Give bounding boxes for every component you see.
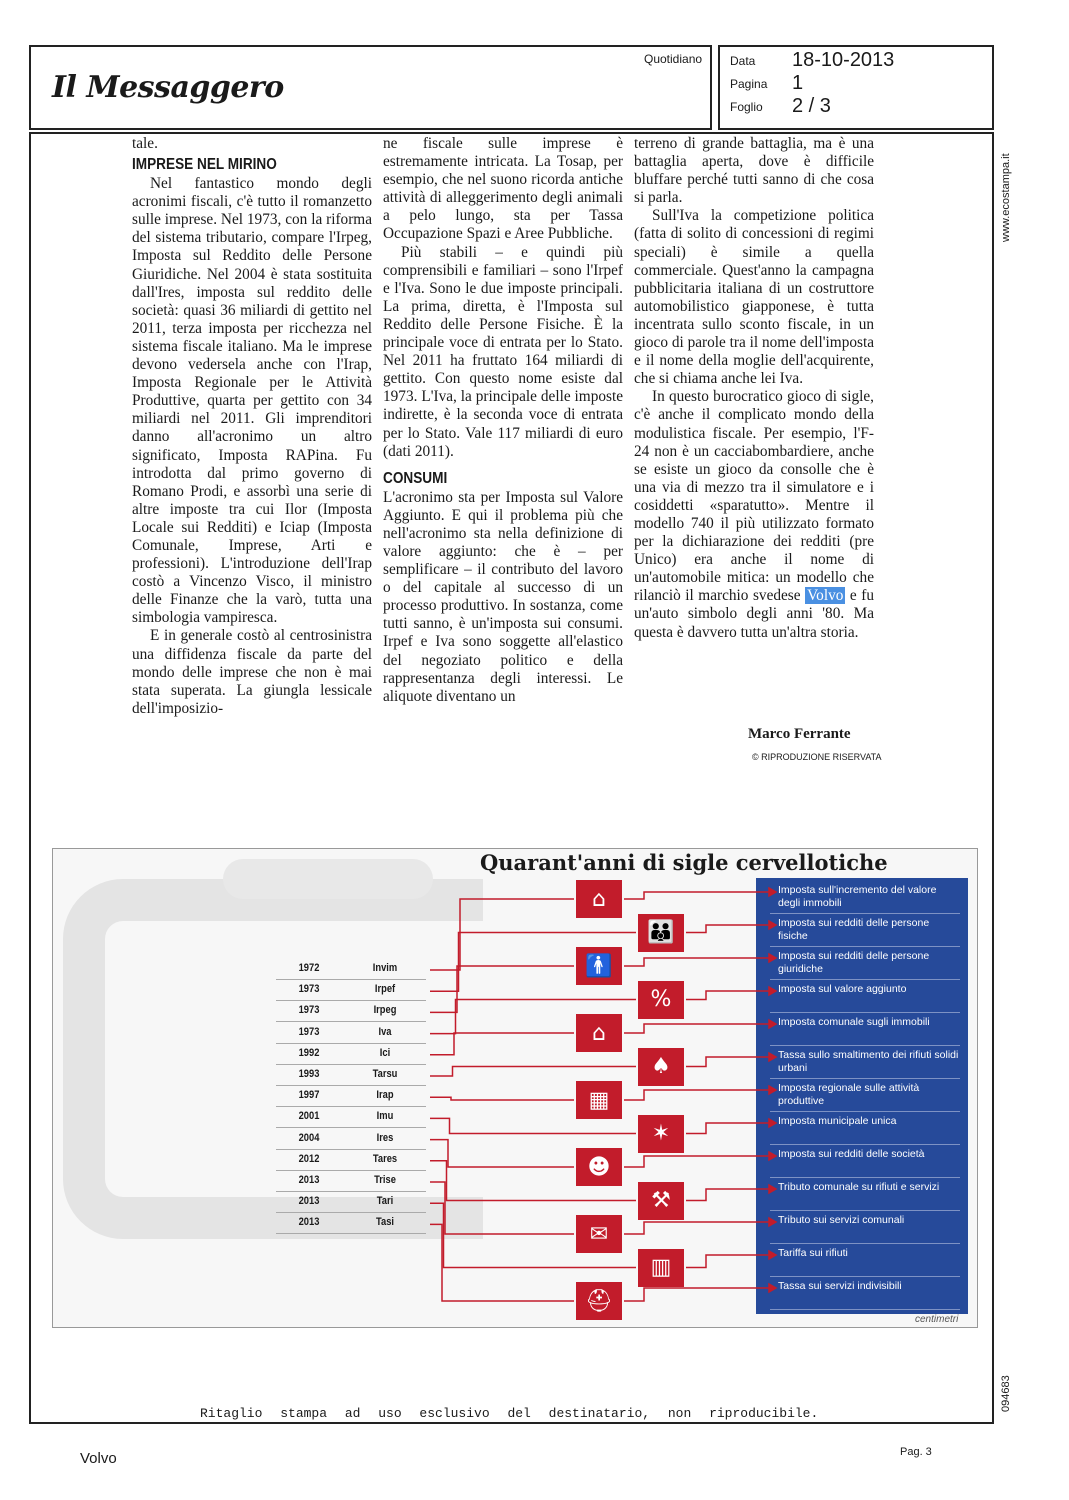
paragraph: Più stabili – e quindi più comprensibili e familiari – sono l'Irpef e l'Iva. Sono le due imposte principali. La prima, diretta, è l'Imposta sul Reddito delle Persone Fisiche. È la principale voce di entrata per lo Stato. Nel 2011 ha fruttato 164 miliardi di gettito. Con questo nome esiste dal 1973. L'Iva, la principale delle imposte indirette, è la seconda voce di entrata per lo Stato. Vale 117 miliardi di euro (dati 2011).	[383, 243, 623, 460]
connector-line	[686, 1255, 774, 1268]
tax-description: Imposta sui redditi delle persone fisiche	[778, 917, 930, 942]
paragraph-text: In questo burocratico gioco di sigle, c'è anche il complicato mondo della modulistica fiscale. Per esempio, l'F-24 non è un cacciabombardiere, anche se esiste un gioco da consolle che è una via di mezzo tra il simulatore e i cosiddetti «sparatutto». Mentre il modello 740 il più utilizzato formato per la dichiarazione dei redditi (pre Unico) era anche il nome di un'automobile mitica: un modello che rilanciò il marchio svedese	[634, 388, 874, 605]
arrow-head	[769, 1086, 776, 1094]
row-acronym: Imu	[376, 1110, 394, 1123]
percent-icon: %	[638, 981, 684, 1019]
row-year: 1973	[298, 983, 320, 996]
service-icon: ✉	[576, 1215, 622, 1253]
connector-line	[430, 1182, 574, 1234]
page-value: 1	[792, 72, 804, 94]
description-divider	[770, 1078, 960, 1079]
infographic-credit: centimetri	[915, 1314, 959, 1325]
row-divider	[276, 1021, 426, 1022]
connector-line	[624, 1024, 774, 1033]
connector-line	[624, 892, 774, 899]
description-divider	[770, 1111, 960, 1112]
description-divider	[770, 1144, 960, 1145]
description-divider	[770, 1276, 960, 1277]
row-divider	[276, 1191, 426, 1192]
connector-line	[430, 1067, 636, 1077]
factory-icon: ▦	[576, 1081, 622, 1119]
family-icon: 👪	[638, 914, 684, 952]
row-acronym: Invim	[372, 962, 398, 974]
sheet-value: 2 / 3	[792, 95, 831, 117]
paragraph: Nel fantastico mondo degli acronimi fiscali, c'è tutto il romanzetto sulle imprese. Nel 1973, con la riforma del sistema tributario, compare l'Irpeg, Imposta sul Reddito delle Persone Giuridiche. Nel 2004 è stata sostituita dall'Ires, imposta sul reddito delle società: quasi 36 miliardi di gettito nel 2011, terza imposta per ricchezza nel sistema fiscale italiano. Ma le imprese devono vedersela anche con l'Irap, Imposta Regionale per le Attività Produttive, quarta per gettito con 34 miliardi nel 2011. Gli imprenditori danno all'acronimo un altro significato, Imposta RAPina. Fu introdotta dal primo governo di Romano Prodi, e assorbì una serie di altre imposte tra cui Ilor (Imposta Locale sui Redditi) e Iciap (Imposta Comunale, Imprese, Arti e professioni). L'introduzione dell'Irap costò a Vincenzo Visco, il ministro delle Finanze che la varò, tutta una simbologia vampiresca.	[132, 175, 372, 627]
row-acronym: Tasi	[375, 1216, 395, 1229]
description-divider	[770, 1210, 960, 1211]
connector-line	[686, 925, 774, 933]
author-byline: Marco Ferrante	[748, 726, 851, 742]
keyword-label: Volvo	[80, 1450, 117, 1467]
row-year: 1993	[298, 1068, 320, 1080]
arrow-head	[769, 888, 776, 896]
row-divider	[276, 1127, 426, 1128]
row-year: 2013	[298, 1174, 320, 1186]
row-divider	[276, 1170, 426, 1171]
connector-line	[686, 1057, 774, 1067]
arrow-head	[769, 921, 776, 929]
paragraph: terreno di grande battaglia, ma è una battaglia aperta, dove è difficile bluffare perché tutti sanno di che cosa si parla.	[634, 135, 874, 207]
arrow-head	[769, 1152, 776, 1160]
row-acronym: Trise	[374, 1174, 396, 1186]
infographic-title: Quarant'anni di sigle cervellotiche	[480, 850, 888, 875]
row-year: 1973	[298, 1025, 320, 1038]
row-year: 1992	[298, 1046, 320, 1059]
connector-line	[430, 1224, 574, 1301]
tax-description: Imposta sui redditi delle persone giuridiche	[778, 950, 930, 975]
connector-line	[430, 966, 574, 1012]
connector-line	[686, 1189, 774, 1201]
arrow-head	[769, 1053, 776, 1061]
row-divider	[276, 1085, 426, 1086]
connector-line	[430, 1140, 574, 1167]
paragraph-text: e fu un'auto simbolo degli anni '80. Ma questa è davvero tutta un'altra storia.	[634, 587, 874, 641]
house-roof-icon: ⌂	[576, 1014, 622, 1052]
person-icon: 🚹	[576, 947, 622, 985]
arrow-head	[769, 954, 776, 962]
arrow-head	[769, 1020, 776, 1028]
connector-line	[624, 1156, 774, 1167]
masthead-logo: Il Messaggero	[52, 70, 284, 105]
rights-notice: © RIPRODUZIONE RISERVATA	[752, 752, 882, 762]
bin-icon: ▥	[638, 1249, 684, 1287]
row-acronym: Ires	[376, 1131, 394, 1144]
row-acronym: Tares	[372, 1152, 398, 1165]
group-icon: ☻	[576, 1148, 622, 1186]
row-divider	[276, 1043, 426, 1044]
paragraph: Sull'Iva la competizione politica (fatta di solito di concessioni di regimi speciali) è simile a quella commerciale. Quest'anno la campagna pubblicitaria italiana di un costruttore automobilistico giapponese, è tutta incentrata sullo sconto fiscale, in un gioco di parole tra il nome dell'imposta e il nome della moglie dell'acquirente, che si chiama anche lei Iva.	[634, 207, 874, 388]
arrow-head	[769, 1251, 776, 1259]
worker-icon: ⚒	[638, 1182, 684, 1220]
row-divider	[276, 1000, 426, 1001]
page-label: Pagina	[730, 77, 768, 91]
row-acronym: Irpeg	[373, 1004, 397, 1017]
section-heading-consumi: CONSUMI	[383, 469, 448, 487]
italy-map-icon: ✶	[638, 1115, 684, 1153]
page-number: Pag. 3	[900, 1446, 932, 1458]
description-divider	[770, 1309, 960, 1310]
connector-line	[624, 1090, 774, 1100]
row-year: 2004	[298, 1131, 320, 1144]
connector-line	[430, 1033, 574, 1055]
description-divider	[770, 1243, 960, 1244]
house-icon: ⌂	[576, 880, 622, 918]
description-divider	[770, 1177, 960, 1178]
paragraph: ne fiscale sulle imprese è estremamente intricata. La Tosap, per esempio, che nel suono ricorda antiche attività di alleggerimento degli animali a pelo lungo, sta per Tassa Occupazione Spazi e Aree Pubbliche.	[383, 135, 623, 243]
cap-icon: ⛑	[576, 1282, 622, 1320]
paragraph: L'acronimo sta per Imposta sul Valore Aggiunto. E qui il problema più che nell'acronimo sta nella definizione di valore aggiunto: che è – per semplificare – il contributo del lavoro o del capitale al successo di un processo produttivo. In sostanza, come tutti sanno, è un'imposta sui consumi. Irpef e Iva sono soggette all'elastico del negoziato politico e della rappresentanza degli interessi. Le aliquote diventano un	[383, 488, 623, 705]
arrow-head	[769, 1284, 776, 1292]
row-divider	[276, 1233, 426, 1234]
tax-description: Imposta comunale sugli immobili	[778, 1016, 930, 1028]
date-value: 18-10-2013	[792, 49, 895, 71]
column-lead: tale.	[132, 135, 158, 152]
tax-description: Imposta sull'incremento del valore degli immobili	[778, 884, 937, 909]
row-year: 1997	[298, 1089, 320, 1102]
row-year: 2013	[298, 1216, 320, 1229]
arrow-head	[769, 1119, 776, 1127]
connector-line	[430, 1118, 636, 1133]
row-year: 2012	[298, 1152, 320, 1165]
tax-description: Imposta regionale sulle attività produttive	[778, 1082, 920, 1107]
row-acronym: Irap	[376, 1089, 394, 1102]
tax-description: Imposta sul valore aggiunto	[778, 983, 907, 995]
row-year: 1973	[298, 1004, 320, 1017]
connector-line	[624, 958, 774, 966]
row-year: 2013	[298, 1195, 320, 1208]
arrow-head	[769, 987, 776, 995]
date-label: Data	[730, 54, 756, 68]
connector-line	[430, 899, 574, 970]
description-divider	[770, 913, 960, 914]
row-divider	[276, 1212, 426, 1213]
tax-description: Tributo sui servizi comunali	[778, 1214, 905, 1226]
row-acronym: Irpef	[374, 983, 396, 996]
description-divider	[770, 1012, 960, 1013]
connector-line	[624, 1288, 774, 1301]
connector-line	[686, 991, 774, 1000]
side-code: 094683	[1000, 1375, 1012, 1412]
row-year: 1972	[298, 962, 320, 974]
row-acronym: Tarsu	[372, 1068, 398, 1080]
description-divider	[770, 1045, 960, 1046]
publication-type: Quotidiano	[644, 52, 703, 66]
tax-description: Tariffa sui rifiuti	[778, 1247, 848, 1259]
tax-description: Tassa sullo smaltimento dei rifiuti solidi urbani	[778, 1049, 959, 1074]
description-divider	[770, 979, 960, 980]
connector-line	[430, 1097, 574, 1100]
tax-description: Imposta sui redditi delle società	[778, 1148, 925, 1160]
row-divider	[276, 979, 426, 980]
section-heading-imprese: IMPRESE NEL MIRINO	[132, 156, 277, 174]
description-divider	[770, 946, 960, 947]
sheet-label: Foglio	[730, 100, 763, 114]
side-url: www.ecostampa.it	[1000, 153, 1012, 243]
tax-description: Imposta municipale unica	[778, 1115, 897, 1127]
connector-line	[624, 1222, 774, 1234]
row-acronym: Ici	[379, 1046, 391, 1059]
keyword-highlight: Volvo	[807, 587, 844, 605]
row-acronym: Tari	[376, 1195, 394, 1208]
paragraph: E in generale costò al centrosinistra una diffidenza fiscale da parte del mondo delle imprese che non è mai stata superata. La giungla lessicale dell'imposizio-	[132, 627, 372, 717]
connector-line	[686, 1123, 774, 1134]
row-acronym: Iva	[378, 1025, 392, 1038]
tax-description: Tassa sui servizi indivisibili	[778, 1280, 902, 1292]
row-divider	[276, 1149, 426, 1150]
row-year: 2001	[298, 1110, 320, 1123]
row-divider	[276, 1106, 426, 1107]
garbage-bags-icon: ♠	[638, 1048, 684, 1086]
arrow-head	[769, 1185, 776, 1193]
footer-note: Ritaglio stampa ad uso esclusivo del destinatario, non riproducibile.	[200, 1406, 819, 1421]
row-divider	[276, 1064, 426, 1065]
tax-description: Tributo comunale su rifiuti e servizi	[778, 1181, 940, 1193]
arrow-head	[769, 1218, 776, 1226]
